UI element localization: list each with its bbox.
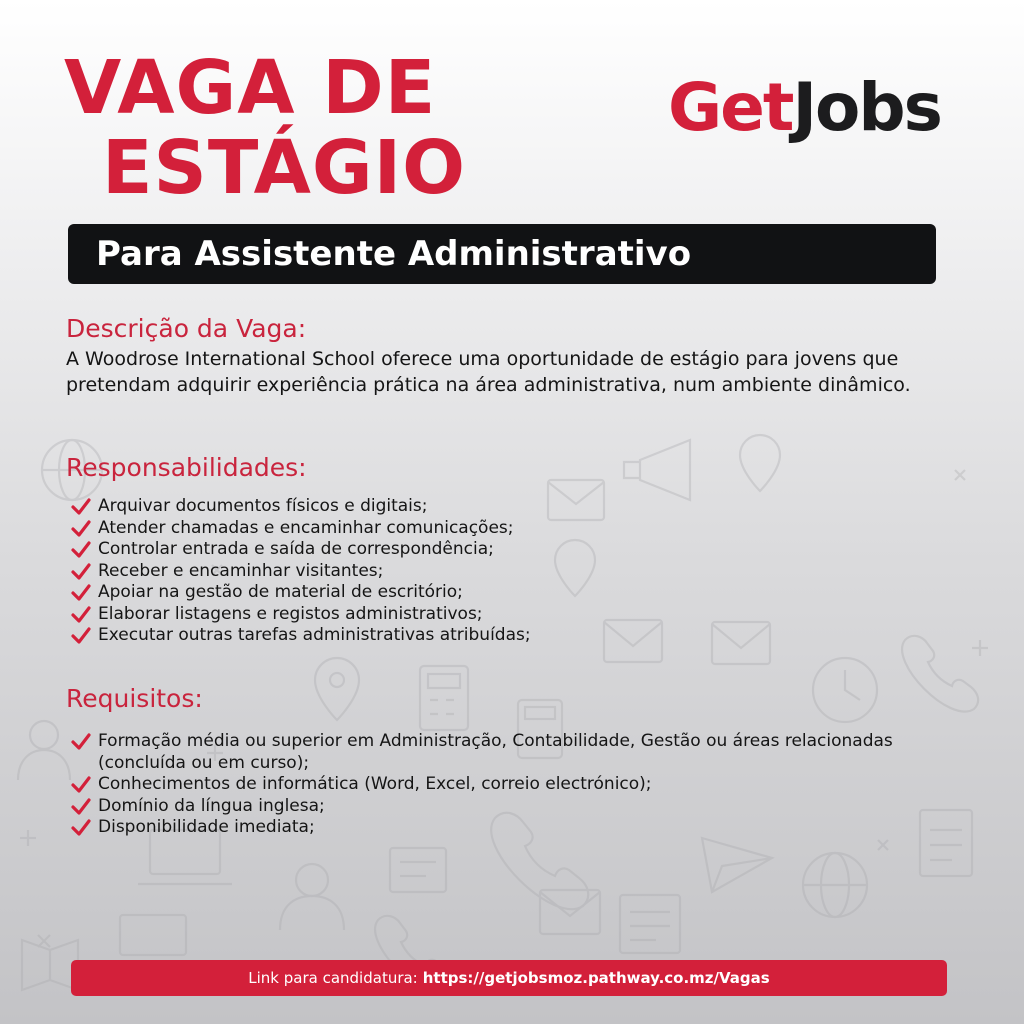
list-item — [70, 625, 950, 647]
calculator-icon — [420, 666, 468, 730]
checkmark-icon — [70, 818, 92, 838]
list-item-text: Executar outras tarefas administrativas atribuídas; — [98, 625, 531, 645]
list-item — [70, 582, 950, 604]
checkmark-icon — [70, 519, 92, 539]
document-icon — [620, 895, 680, 953]
laptop-icon — [108, 915, 198, 964]
list-item — [70, 774, 950, 796]
list-item-text: Disponibilidade imediata; — [98, 817, 315, 837]
getjobs-logo — [668, 62, 958, 158]
list-item-text: Formação média ou superior em Administração, Contabilidade, Gestão ou áreas relacionadas (concluída ou em curso); — [98, 731, 893, 773]
responsibilities-list — [70, 496, 950, 647]
checkmark-icon — [70, 583, 92, 603]
phone-icon — [902, 636, 978, 712]
application-link-label: Link para candidatura: — [248, 969, 418, 987]
logo-text-get: Get — [668, 69, 793, 146]
checkmark-icon — [70, 775, 92, 795]
responsibilities-title: Responsabilidades: — [66, 453, 307, 482]
megaphone-icon — [624, 440, 690, 500]
subtitle-text: Para Assistente Administrativo — [96, 234, 692, 274]
checkmark-icon — [70, 562, 92, 582]
headline-line-1: VAGA DE — [64, 45, 437, 131]
document-icon — [390, 848, 446, 892]
list-item — [70, 604, 950, 626]
application-link-url[interactable]: https://getjobsmoz.pathway.co.mz/Vagas — [422, 969, 770, 987]
book-icon — [22, 940, 78, 990]
paper-plane-icon — [702, 838, 772, 892]
list-item-text: Arquivar documentos físicos e digitais; — [98, 496, 428, 516]
list-item-text: Receber e encaminhar visitantes; — [98, 560, 384, 581]
application-link-bar[interactable] — [71, 960, 947, 996]
list-item-text: Domínio da língua inglesa; — [98, 795, 325, 816]
location-pin-icon — [740, 435, 780, 491]
checkmark-icon — [70, 497, 92, 517]
list-item-text: Controlar entrada e saída de correspondência; — [98, 539, 494, 559]
person-icon — [280, 864, 344, 930]
checkmark-icon — [70, 732, 92, 752]
headline-line-2: ESTÁGIO — [102, 125, 467, 211]
subtitle-bar — [68, 224, 936, 284]
location-pin-icon — [315, 658, 359, 720]
description-text: A Woodrose International School oferece uma oportunidade de estágio para jovens que pretendam adquirir experiência prática na área administrativa, num ambiente dinâmico. — [66, 348, 911, 396]
list-item — [70, 817, 950, 839]
svg-text:GetJobs — [668, 69, 941, 146]
list-item-text: Elaborar listagens e registos administrativos; — [98, 603, 483, 624]
requirements-list — [70, 731, 950, 839]
list-item — [70, 731, 950, 774]
list-item — [70, 539, 950, 561]
envelope-icon — [540, 890, 600, 934]
clock-icon — [813, 658, 877, 722]
requirements-title: Requisitos: — [66, 684, 203, 713]
logo-text-jobs: Jobs — [792, 69, 941, 146]
list-item — [70, 518, 950, 540]
headline — [64, 45, 467, 211]
list-item-text: Conhecimentos de informática (Word, Excel, correio electrónico); — [98, 774, 652, 794]
list-item-text: Atender chamadas e encaminhar comunicações; — [98, 517, 514, 538]
person-icon — [18, 721, 70, 780]
description-title: Descrição da Vaga: — [66, 314, 307, 343]
list-item — [70, 561, 950, 583]
checkmark-icon — [70, 797, 92, 817]
list-item-text: Apoiar na gestão de material de escritório; — [98, 582, 463, 602]
checkmark-icon — [70, 540, 92, 560]
list-item — [70, 796, 950, 818]
checkmark-icon — [70, 626, 92, 646]
checkmark-icon — [70, 605, 92, 625]
globe-icon — [803, 853, 867, 917]
list-item — [70, 496, 950, 518]
